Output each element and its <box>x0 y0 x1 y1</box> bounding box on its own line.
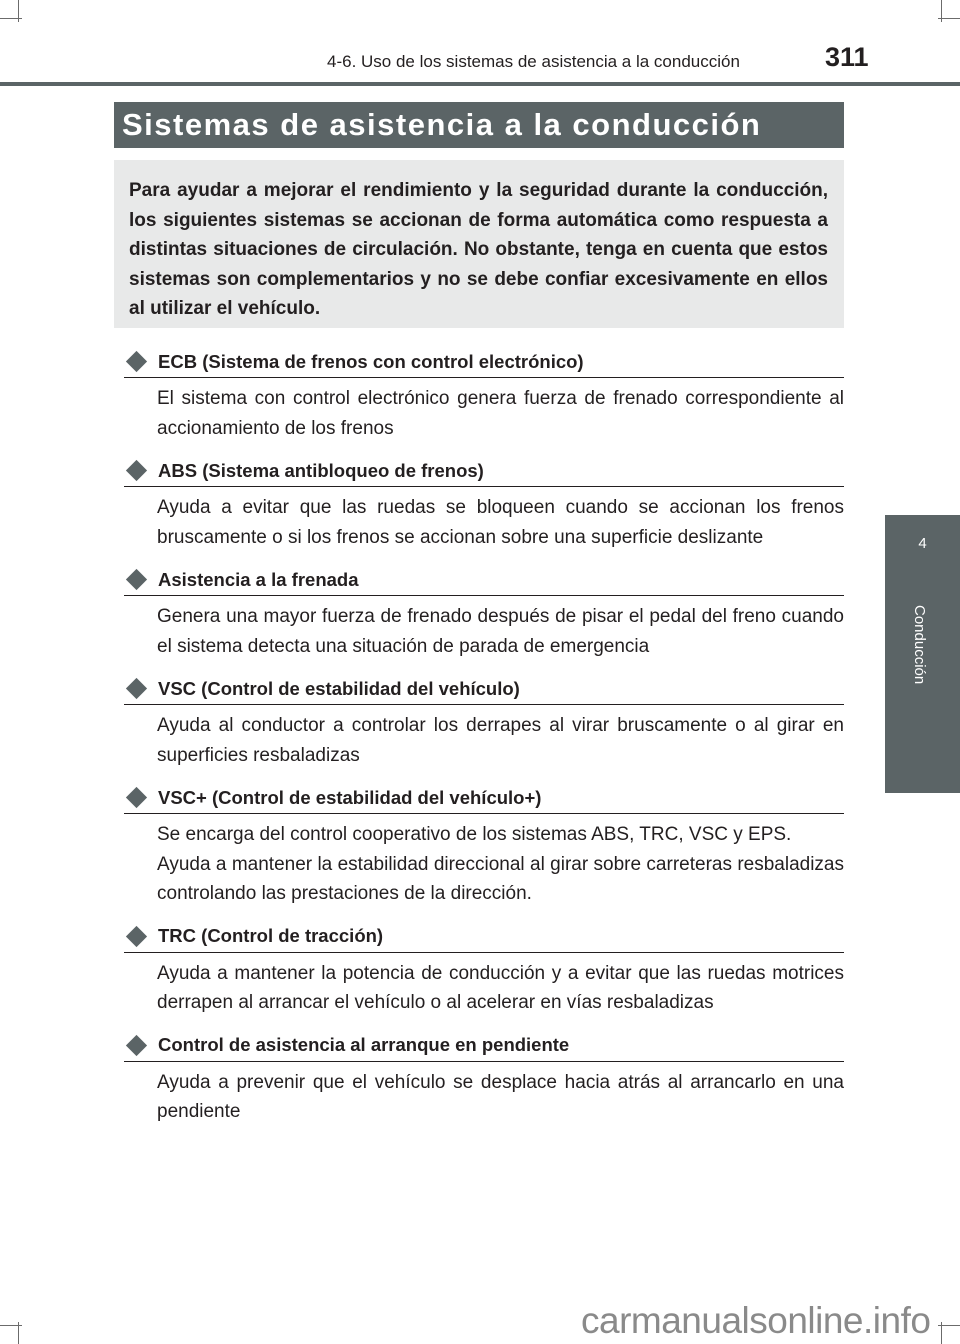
page-number: 311 <box>825 42 869 72</box>
diamond-bullet-icon <box>126 569 147 590</box>
chapter-number: 4 <box>918 535 927 552</box>
crop-mark <box>18 1322 19 1344</box>
diamond-bullet-icon <box>126 925 147 946</box>
chapter-label: Conducción <box>911 605 928 685</box>
section-title: VSC (Control de estabilidad del vehículo) <box>158 677 520 699</box>
section-body <box>157 1068 844 1127</box>
section-body <box>157 959 844 1018</box>
section-paragraph: El sistema con control electrónico genera fuerza de frenado correspondiente al accionamiento de los frenos <box>157 388 844 439</box>
intro-text: Para ayudar a mejorar el rendimiento y la seguridad durante la conducción, los siguientes sistemas se accionan de forma automática como respuesta a distintas situaciones de circulación. No obstante, tenga en cuenta que estos sistemas son complementarios y no se debe confiar excesivamente en ellos al utilizar el vehículo. <box>129 180 828 319</box>
sections-list <box>124 346 844 1139</box>
chapter-tab <box>885 515 960 793</box>
section-ecb <box>124 346 844 443</box>
section-hill-start-assist <box>124 1030 844 1127</box>
section-trc <box>124 921 844 1018</box>
header-divider <box>0 82 960 86</box>
section-body <box>157 602 844 661</box>
section-body <box>157 711 844 770</box>
section-body <box>157 820 844 909</box>
section-heading <box>124 1030 844 1062</box>
section-heading <box>124 921 844 953</box>
diamond-bullet-icon <box>126 678 147 699</box>
section-title: Asistencia a la frenada <box>158 568 359 590</box>
section-title: TRC (Control de tracción) <box>158 925 384 946</box>
section-paragraph: Genera una mayor fuerza de frenado después de pisar el pedal del freno cuando el sistema detecta una situación de parada de emergencia <box>157 606 844 657</box>
crop-mark <box>941 0 942 22</box>
section-paragraph: Ayuda a prevenir que el vehículo se desplace hacia atrás al arrancarlo en una pendiente <box>157 1071 844 1122</box>
crop-mark <box>941 1322 942 1344</box>
section-body <box>157 384 844 443</box>
intro-box <box>114 160 844 328</box>
diamond-bullet-icon <box>126 1034 147 1055</box>
section-title: ABS (Sistema antibloqueo de frenos) <box>158 459 484 481</box>
diamond-bullet-icon <box>126 460 147 481</box>
section-heading <box>124 346 844 378</box>
page-title: Sistemas de asistencia a la conducción <box>114 102 844 148</box>
section-paragraph: Ayuda a mantener la estabilidad direccional al girar sobre carreteras resbaladizas controlando las prestaciones de la dirección. <box>157 853 844 904</box>
section-title: ECB (Sistema de frenos con control electrónico) <box>158 350 584 372</box>
section-heading <box>124 564 844 596</box>
section-heading <box>124 782 844 814</box>
section-paragraph: Ayuda a mantener la potencia de conducción y a evitar que las ruedas motrices derrapen al arrancar el vehículo o al acelerar en vías resbaladizas <box>157 962 844 1013</box>
crop-mark <box>18 0 19 22</box>
section-body <box>157 493 844 552</box>
section-title: VSC+ (Control de estabilidad del vehículo+) <box>158 786 542 808</box>
section-paragraph: Ayuda a evitar que las ruedas se bloqueen cuando se accionan los frenos bruscamente o si los frenos se accionan sobre una superficie deslizante <box>157 497 844 548</box>
section-abs <box>124 455 844 552</box>
watermark: carmanualsonline.info <box>581 1300 931 1341</box>
section-vsc <box>124 673 844 770</box>
section-title: Control de asistencia al arranque en pendiente <box>158 1034 570 1055</box>
section-vsc-plus <box>124 782 844 909</box>
section-heading <box>124 673 844 705</box>
section-paragraph: Ayuda al conductor a controlar los derrapes al virar bruscamente o al girar en superficies resbaladizas <box>157 715 844 766</box>
section-heading <box>124 455 844 487</box>
section-paragraph: Se encarga del control cooperativo de los sistemas ABS, TRC, VSC y EPS. <box>157 824 792 845</box>
diamond-bullet-icon <box>126 787 147 808</box>
section-brake-assist <box>124 564 844 661</box>
diamond-bullet-icon <box>126 351 147 372</box>
breadcrumb: 4-6. Uso de los sistemas de asistencia a la conducción <box>327 52 740 71</box>
